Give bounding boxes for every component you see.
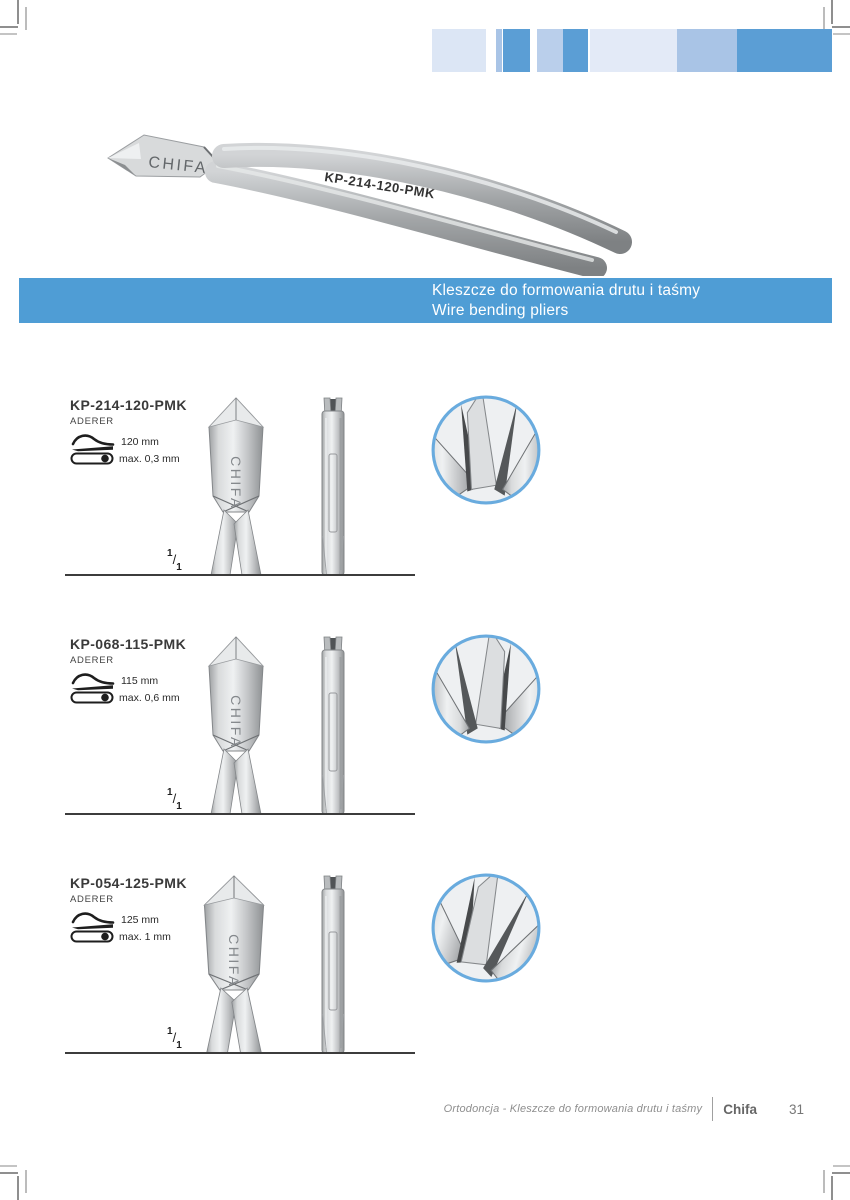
color-bar-segment bbox=[432, 29, 486, 72]
scale-indicator: $^1/_1$ bbox=[167, 1026, 182, 1052]
spec-length bbox=[70, 909, 159, 931]
pliers-side-profile-icon bbox=[70, 909, 116, 931]
footer-brand: Chifa bbox=[723, 1101, 757, 1117]
spec-length bbox=[70, 431, 159, 453]
product-type: ADERER bbox=[70, 416, 114, 427]
wire-diameter-capsule-icon bbox=[70, 930, 114, 943]
pliers-side-profile-icon bbox=[70, 670, 116, 692]
scale-baseline bbox=[65, 574, 415, 576]
tip-detail-photo bbox=[417, 859, 556, 998]
product-block-kp-214 bbox=[0, 394, 850, 579]
crop-marks-bottom-right bbox=[814, 1164, 850, 1200]
max-wire-value: max. 0,3 mm bbox=[119, 452, 180, 465]
product-type: ADERER bbox=[70, 894, 114, 905]
max-wire-value: max. 0,6 mm bbox=[119, 691, 180, 704]
scale-indicator: $^1/_1$ bbox=[167, 787, 182, 813]
spec-max-wire bbox=[70, 691, 180, 704]
wire-diameter-capsule-icon bbox=[70, 691, 114, 704]
color-bar-segment bbox=[496, 29, 502, 72]
product-code: KP-054-125-PMK bbox=[70, 875, 187, 891]
engraved-brand-label: CHIFA bbox=[228, 695, 244, 749]
hero-model-label: KP-214-120-PMK bbox=[323, 169, 437, 202]
pliers-side-view-image bbox=[316, 874, 350, 1053]
color-bar-segment bbox=[590, 29, 677, 72]
color-bar bbox=[432, 29, 832, 72]
tip-detail-photo bbox=[430, 633, 542, 745]
color-bar-segment bbox=[537, 29, 563, 72]
pliers-side-view-image bbox=[316, 635, 350, 814]
hero-brand-label: CHIFA bbox=[147, 154, 209, 178]
product-block-kp-068 bbox=[0, 633, 850, 818]
max-wire-value: max. 1 mm bbox=[119, 930, 171, 943]
spec-max-wire bbox=[70, 452, 180, 465]
length-value: 120 mm bbox=[121, 436, 159, 448]
product-code: KP-214-120-PMK bbox=[70, 397, 187, 413]
engraved-brand-label: CHIFA bbox=[228, 456, 244, 510]
pliers-side-profile-icon bbox=[70, 431, 116, 453]
section-title-en: Wire bending pliers bbox=[432, 302, 569, 319]
scale-baseline bbox=[65, 1052, 415, 1054]
crop-marks-top-left bbox=[0, 0, 36, 36]
hero-pliers-photo bbox=[92, 118, 652, 276]
page-number: 31 bbox=[788, 1101, 804, 1117]
section-title-pl: Kleszcze do formowania drutu i taśmy bbox=[432, 282, 701, 299]
color-bar-segment bbox=[737, 29, 832, 72]
product-block-kp-054 bbox=[0, 872, 850, 1057]
scale-baseline bbox=[65, 813, 415, 815]
scale-indicator: $^1/_1$ bbox=[167, 548, 182, 574]
product-type: ADERER bbox=[70, 655, 114, 666]
section-banner bbox=[19, 278, 832, 323]
tip-detail-photo bbox=[430, 394, 542, 506]
spec-length bbox=[70, 670, 158, 692]
length-value: 125 mm bbox=[121, 914, 159, 926]
color-bar-segment bbox=[563, 29, 588, 72]
spec-max-wire bbox=[70, 930, 171, 943]
footer-divider bbox=[712, 1097, 713, 1121]
breadcrumb: Ortodoncja - Kleszcze do formowania drutu i taśmy bbox=[443, 1103, 703, 1115]
engraved-brand-label: CHIFA bbox=[226, 934, 242, 988]
length-value: 115 mm bbox=[121, 675, 159, 687]
crop-marks-bottom-left bbox=[0, 1164, 36, 1200]
product-code: KP-068-115-PMK bbox=[70, 636, 187, 652]
page-footer bbox=[444, 1096, 804, 1122]
color-bar-segment bbox=[503, 29, 530, 72]
pliers-side-view-image bbox=[316, 396, 350, 575]
wire-diameter-capsule-icon bbox=[70, 452, 114, 465]
color-bar-segment bbox=[677, 29, 737, 72]
